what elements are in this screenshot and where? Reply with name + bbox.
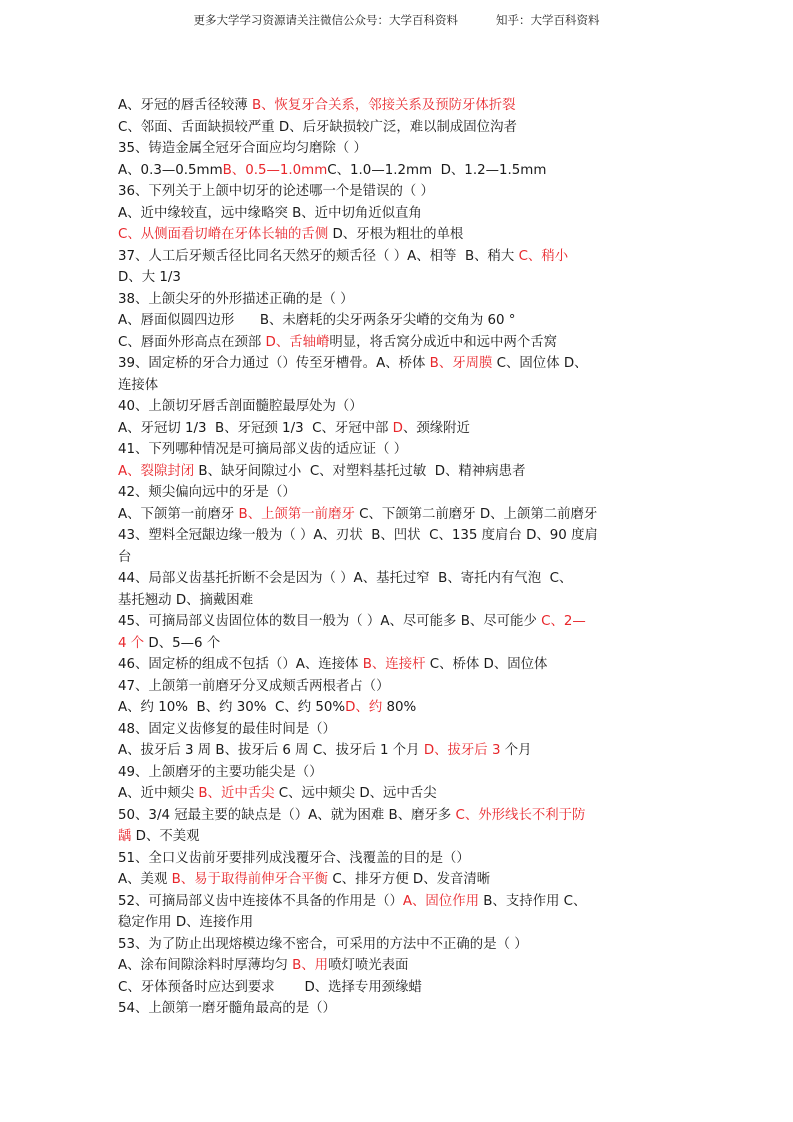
line-text: 47、上颌第一前磨牙分叉成颊舌两根者占（） — [118, 678, 390, 694]
answer-highlight: A、裂隙封闭 — [118, 463, 195, 479]
answer-highlight: 4 个 — [118, 635, 145, 651]
text-line — [118, 267, 683, 289]
line-text: C、邻面、舌面缺损较严重 D、后牙缺损较广泛，难以制成固位沟者 — [118, 119, 517, 135]
answer-highlight: B、恢复牙合关系，邻接关系及预防牙体折裂 — [251, 98, 516, 113]
question-list — [118, 95, 683, 1020]
text-line — [118, 547, 683, 569]
line-text: C、排牙方便 D、发音清晰 — [328, 872, 491, 887]
line-text: 39、固定桥的牙合力通过（）传至牙槽骨。A、桥体 — [118, 356, 430, 371]
answer-highlight: C、2— — [541, 614, 586, 629]
answer-highlight: D、拔牙后 3 — [423, 743, 501, 758]
text-line — [118, 396, 683, 418]
text-line — [118, 418, 683, 440]
line-text: 、颈缘附近 — [402, 420, 470, 436]
line-text: 稳定作用 D、连接作用 — [118, 915, 254, 930]
text-line — [118, 762, 683, 784]
line-text: A、美观 — [118, 872, 172, 887]
answer-highlight: B、用 — [292, 958, 329, 973]
line-text: 48、固定义齿修复的最佳时间是（） — [118, 721, 336, 737]
line-text: C、桥体 D、固位体 — [425, 657, 548, 672]
text-line — [118, 719, 683, 741]
line-text: 36、下列关于上颌中切牙的论述哪一个是错误的（ ） — [118, 184, 434, 199]
answer-highlight: D、约 — [345, 700, 383, 715]
text-line — [118, 203, 683, 225]
line-text: 53、为了防止出现熔模边缘不密合，可采用的方法中不正确的是（ ） — [118, 936, 528, 952]
text-line — [118, 633, 683, 655]
text-line — [118, 826, 683, 848]
answer-highlight: B、0.5—1.0mm — [222, 162, 328, 178]
text-line — [118, 375, 683, 397]
line-text: 台 — [118, 549, 132, 565]
text-line — [118, 805, 683, 827]
line-text: C、唇面外形高点在颈部 — [118, 334, 266, 350]
line-text: 52、可摘局部义齿中连接体不具备的作用是（） — [118, 893, 403, 909]
text-line — [118, 117, 683, 139]
text-line — [118, 955, 683, 977]
answer-highlight: D、舌轴嵴 — [265, 334, 330, 350]
text-line — [118, 353, 683, 375]
text-line — [118, 160, 683, 182]
line-text: A、下颌第一前磨牙 — [118, 506, 239, 522]
line-text: 40、上颌切牙唇舌剖面髓腔最厚处为（） — [118, 399, 363, 414]
line-text: D、5—6 个 — [144, 635, 221, 651]
text-line — [118, 439, 683, 461]
line-text: A、拔牙后 3 周 B、拔牙后 6 周 C、拔牙后 1 个月 — [118, 743, 424, 758]
text-line — [118, 138, 683, 160]
line-text: 38、上颌尖牙的外形描述正确的是（ ） — [118, 291, 354, 307]
answer-highlight: A、固位作用 — [402, 893, 479, 909]
line-text: 35、铸造金属全冠牙合面应均匀磨除（ ） — [118, 141, 367, 156]
text-line — [118, 181, 683, 203]
text-line — [118, 697, 683, 719]
answer-highlight: B、牙周膜 — [429, 356, 493, 371]
line-text: D、不美观 — [131, 829, 200, 844]
line-text: 49、上颌磨牙的主要功能尖是（） — [118, 764, 323, 780]
line-text: A、涂布间隙涂料时厚薄均匀 — [118, 958, 293, 973]
answer-highlight: D — [392, 420, 403, 436]
line-text: 51、全口义齿前牙要排列成浅覆牙合、浅覆盖的目的是（） — [118, 850, 470, 866]
line-text: 基托翘动 D、摘戴困难 — [118, 592, 254, 608]
text-line — [118, 869, 683, 891]
line-text: 43、塑料全冠龈边缘一般为（ ）A、刃状 B、凹状 C、135 度肩台 D、90 度肩 — [118, 528, 598, 543]
text-line — [118, 224, 683, 246]
answer-highlight: 龋 — [118, 829, 132, 844]
line-text: B、缺牙间隙过小 C、对塑料基托过敏 D、精神病患者 — [194, 463, 526, 479]
line-text: C、1.0—1.2mm D、1.2—1.5mm — [327, 162, 547, 178]
line-text: C、固位体 D、 — [492, 356, 588, 371]
header-wechat-text: 更多大学学习资源请关注微信公众号：大学百科资料 — [193, 13, 458, 27]
line-text: 喷灯喷光表面 — [328, 958, 409, 973]
text-line — [118, 998, 683, 1020]
text-line — [118, 590, 683, 612]
line-text: A、近中缘较直，远中缘略突 B、近中切角近似直角 — [118, 205, 422, 221]
text-line — [118, 783, 683, 805]
text-line — [118, 310, 683, 332]
text-line — [118, 461, 683, 483]
text-line — [118, 611, 683, 633]
answer-highlight: C、外形线长不利于防 — [455, 807, 586, 823]
line-text: A、0.3—0.5mm — [118, 162, 223, 178]
line-text: 45、可摘局部义齿固位体的数目一般为（ ）A、尽可能多 B、尽可能少 — [118, 614, 542, 629]
header-zhihu-text: 知乎：大学百科资料 — [496, 13, 600, 27]
text-line — [118, 740, 683, 762]
line-text: 37、人工后牙颊舌径比同名天然牙的颊舌径（ ）A、相等 B、稍大 — [118, 248, 519, 264]
line-text: 明显，将舌窝分成近中和远中两个舌窝 — [329, 334, 558, 350]
line-text: 连接体 — [118, 377, 159, 393]
line-text: C、下颌第二前磨牙 D、上颌第二前磨牙 — [354, 506, 598, 522]
text-line — [118, 934, 683, 956]
line-text: 41、下列哪种情况是可摘局部义齿的适应证（ ） — [118, 442, 408, 457]
line-text: 54、上颌第一磨牙髓角最高的是（） — [118, 1001, 336, 1016]
text-line — [118, 246, 683, 268]
text-line — [118, 289, 683, 311]
answer-highlight: C、从侧面看切嵴在牙体长轴的舌侧 — [118, 227, 329, 242]
text-line — [118, 977, 683, 999]
page-header — [0, 12, 793, 28]
line-text: 个月 — [500, 743, 532, 758]
text-line — [118, 848, 683, 870]
answer-highlight: B、连接杆 — [362, 657, 426, 672]
text-line — [118, 332, 683, 354]
line-text: A、约 10% B、约 30% C、约 50% — [118, 700, 346, 715]
text-line — [118, 525, 683, 547]
line-text: A、唇面似圆四边形 B、未磨耗的尖牙两条牙尖嵴的交角为 60 ° — [118, 313, 516, 328]
line-text: 80% — [382, 700, 417, 715]
line-text: 46、固定桥的组成不包括（）A、连接体 — [118, 657, 363, 672]
line-text: 44、局部义齿基托折断不会是因为（ ）A、基托过窄 B、寄托内有气泡 C、 — [118, 571, 573, 586]
text-line — [118, 891, 683, 913]
line-text: C、远中颊尖 D、远中舌尖 — [274, 786, 437, 801]
text-line — [118, 95, 683, 117]
line-text: D、牙根为粗壮的单根 — [328, 227, 464, 242]
answer-highlight: B、易于取得前伸牙合平衡 — [171, 872, 329, 887]
text-line — [118, 504, 683, 526]
line-text: B、支持作用 C、 — [478, 893, 587, 909]
answer-highlight: B、近中舌尖 — [198, 786, 275, 801]
text-line — [118, 676, 683, 698]
text-line — [118, 482, 683, 504]
answer-highlight: B、上颌第一前磨牙 — [238, 506, 355, 522]
line-text: A、牙冠切 1/3 B、牙冠颈 1/3 C、牙冠中部 — [118, 420, 393, 436]
text-line — [118, 912, 683, 934]
line-text: D、大 1/3 — [118, 270, 181, 285]
line-text: A、近中颊尖 — [118, 786, 199, 801]
text-line — [118, 654, 683, 676]
line-text: 50、3/4 冠最主要的缺点是（）A、就为困难 B、磨牙多 — [118, 807, 456, 823]
line-text: 42、颊尖偏向远中的牙是（） — [118, 485, 296, 500]
text-line — [118, 568, 683, 590]
line-text: C、牙体预备时应达到要求 D、选择专用颈缘蜡 — [118, 979, 422, 995]
answer-highlight: C、稍小 — [518, 248, 569, 264]
line-text: A、牙冠的唇舌径较薄 — [118, 98, 252, 113]
